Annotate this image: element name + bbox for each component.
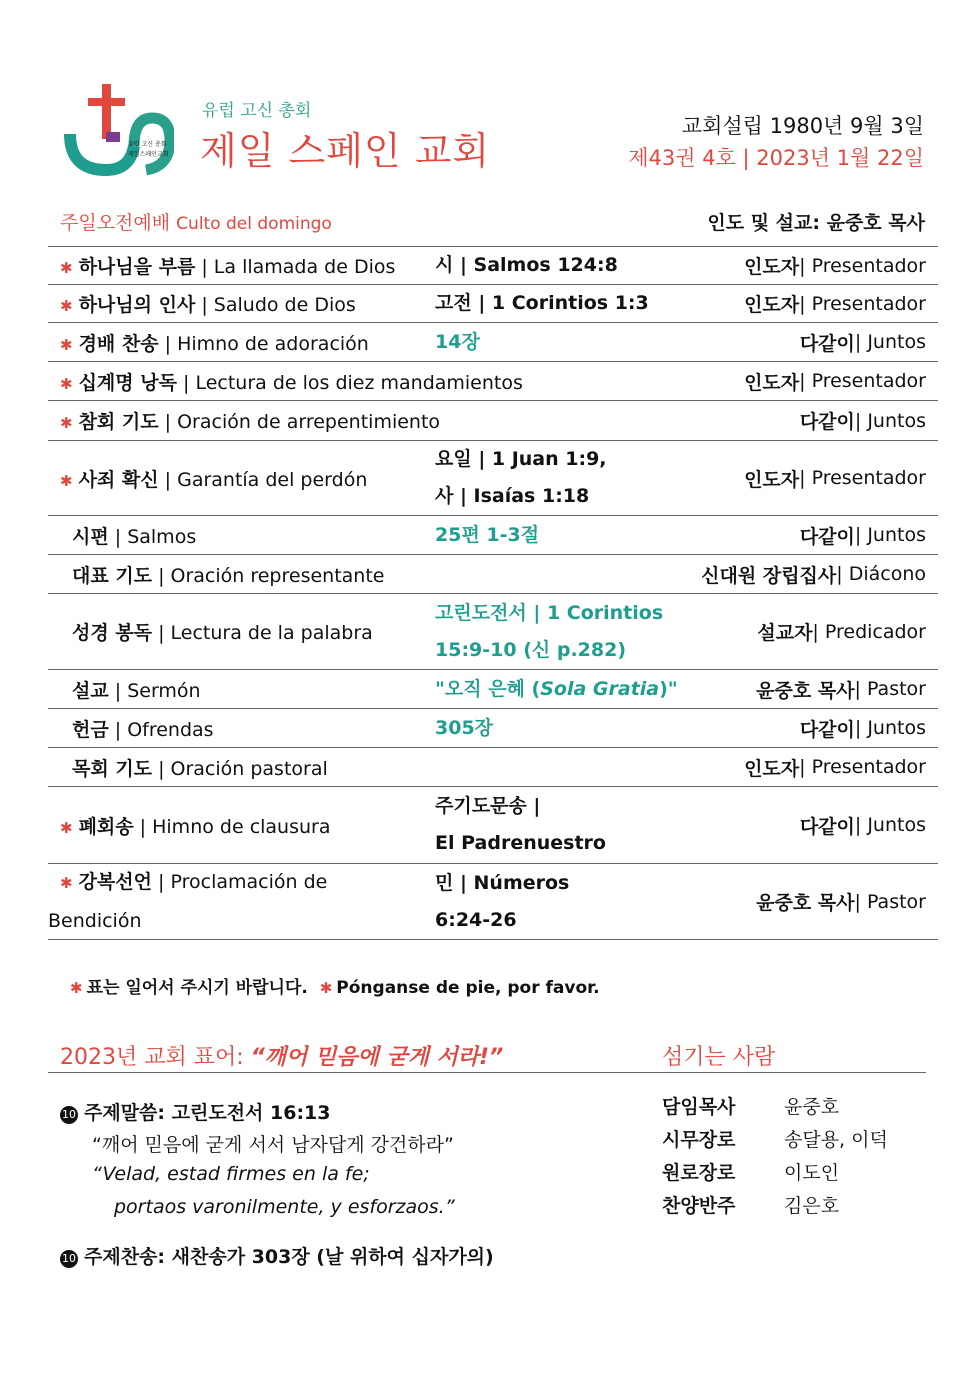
worship-row xyxy=(48,670,938,709)
item-kr: 시편 xyxy=(72,525,109,548)
sermon-title-latin: Sola Gratia xyxy=(540,677,660,700)
divider xyxy=(48,1072,926,1073)
item-es: | Garantía del perdón xyxy=(158,468,368,491)
service-title-kr: 주일오전예배 xyxy=(60,212,171,234)
star-icon: ✱ xyxy=(60,414,73,432)
performer xyxy=(800,787,926,863)
performer-kr: 인도자 xyxy=(744,468,800,491)
theme-verse-label xyxy=(60,1098,331,1125)
performer xyxy=(701,555,926,593)
scripture-ref xyxy=(435,670,678,708)
performer-kr: 윤중호 목사 xyxy=(756,892,855,914)
item-kr: 성경 봉독 xyxy=(72,622,153,644)
motto-label: 2023년 교회 표어: xyxy=(60,1045,251,1070)
performer-es: | Juntos xyxy=(854,331,926,353)
star-icon: ✱ xyxy=(70,979,83,997)
item-es: | Oración de arrepentimiento xyxy=(158,411,441,433)
performer xyxy=(744,362,926,400)
star-icon: ✱ xyxy=(60,297,73,315)
item-es: | Saludo de Dios xyxy=(195,294,356,316)
worship-item xyxy=(60,787,331,863)
worship-item xyxy=(60,709,214,747)
server-name: 송달용, 이덕 xyxy=(784,1129,888,1151)
performer-kr: 다같이 xyxy=(799,815,855,838)
scripture-ref xyxy=(435,285,649,322)
scripture-ref xyxy=(435,709,493,747)
item-kr: 목회 기도 xyxy=(72,757,153,780)
star-icon: ✱ xyxy=(60,471,73,490)
motto-title xyxy=(60,1040,503,1071)
note-kr: 표는 일어서 주시기 바랍니다. xyxy=(86,978,308,998)
scripture-ref xyxy=(435,441,607,515)
worship-row xyxy=(48,709,938,748)
ref-line-1: 요일 | 1 Juan 1:9, xyxy=(435,448,607,470)
item-kr: 하나님의 인사 xyxy=(78,294,196,316)
item-kr: 대표 기도 xyxy=(72,564,153,587)
server-name: 윤중호 xyxy=(784,1096,840,1118)
star-icon: ✱ xyxy=(60,374,73,393)
hymn-label: 주제찬송: 새찬송가 303장 (날 위하여 십자가의) xyxy=(84,1246,494,1268)
item-es: | Oración representante xyxy=(152,564,385,587)
worship-row xyxy=(48,441,938,516)
performer-es: | Juntos xyxy=(854,717,926,739)
item-kr: 참회 기도 xyxy=(78,411,159,433)
performer-es: | Pastor xyxy=(854,890,926,913)
ref-line-1: 25편 1-3절 xyxy=(435,523,540,546)
performer-es: | Juntos xyxy=(854,409,926,432)
performer xyxy=(756,864,926,939)
theme-label: 주제말씀: 고린도전서 16:13 xyxy=(84,1102,331,1124)
ref-line-2: 사 | Isaías 1:18 xyxy=(435,485,590,507)
verse-es-1: “Velad, estad firmes en la fe; xyxy=(92,1163,370,1185)
performer xyxy=(744,247,926,284)
logo-text-1: 유럽 고신 총회 xyxy=(128,141,167,148)
church-logo xyxy=(62,84,174,180)
worship-item xyxy=(48,864,328,939)
item-es: | Lectura de la palabra xyxy=(152,622,373,644)
item-kr: 헌금 xyxy=(72,718,109,741)
worship-item xyxy=(60,594,373,669)
star-icon: ✱ xyxy=(60,874,73,892)
worship-row xyxy=(48,285,938,323)
performer-es: | Predicador xyxy=(812,620,926,643)
worship-item xyxy=(60,362,523,400)
performer-es: | Presentador xyxy=(799,467,926,489)
item-es: | Himno de adoración xyxy=(158,332,369,355)
item-es: | Ofrendas xyxy=(108,718,214,741)
item-es: | Oración pastoral xyxy=(152,757,328,780)
worship-row xyxy=(48,594,938,670)
service-leader: 인도 및 설교: 윤중호 목사 xyxy=(707,212,925,234)
performer xyxy=(800,516,926,554)
server-row xyxy=(662,1191,888,1224)
item-kr: 설교 xyxy=(72,679,109,702)
item-kr: 하나님을 부름 xyxy=(78,256,196,278)
performer-kr: 다같이 xyxy=(799,411,855,433)
theme-hymn xyxy=(60,1242,494,1269)
scripture-ref xyxy=(435,864,569,939)
performer-es: | Juntos xyxy=(854,524,926,546)
verse-es-2: portaos varonilmente, y esforzaos.” xyxy=(114,1196,455,1218)
server-role: 담임목사 xyxy=(662,1096,736,1118)
server-row xyxy=(662,1158,888,1191)
performer xyxy=(800,709,926,747)
order-of-worship xyxy=(48,246,938,940)
worship-row xyxy=(48,401,938,441)
performer-kr: 인도자 xyxy=(744,294,800,316)
worship-row xyxy=(48,787,938,864)
worship-item xyxy=(60,516,196,554)
performer xyxy=(800,401,926,440)
motto-text: “깨어 믿음에 굳게 서라!” xyxy=(250,1045,504,1070)
service-title-es: Culto del domingo xyxy=(176,214,332,234)
servers-title: 섬기는 사람 xyxy=(662,1045,776,1070)
star-icon: ✱ xyxy=(60,335,73,354)
item-es: | Himno de clausura xyxy=(133,815,331,838)
performer xyxy=(744,748,926,786)
worship-item xyxy=(60,323,369,361)
item-kr: 강복선언 xyxy=(78,871,152,893)
worship-row xyxy=(48,323,938,362)
worship-item xyxy=(60,401,440,440)
worship-row xyxy=(48,516,938,555)
server-row xyxy=(662,1125,888,1158)
item-es: | Sermón xyxy=(108,679,201,702)
star-icon: ✱ xyxy=(319,979,333,997)
servers-list xyxy=(662,1092,888,1224)
performer-es: | Presentador xyxy=(799,292,926,315)
worship-item xyxy=(60,555,384,593)
performer xyxy=(744,285,926,322)
performer-es: | Presentador xyxy=(799,756,926,778)
verse-kr: “깨어 믿음에 굳게 서서 남자답게 강건하라” xyxy=(92,1134,454,1156)
scripture-ref xyxy=(435,787,606,863)
performer-kr: 신대원 장립집사 xyxy=(701,564,837,587)
bullet-icon: 10 xyxy=(60,1250,78,1268)
item-es: | Lectura de los diez mandamientos xyxy=(176,371,523,394)
server-role: 찬양반주 xyxy=(662,1195,736,1217)
star-icon: ✱ xyxy=(60,259,73,277)
church-name: 제일 스페인 교회 xyxy=(200,129,491,173)
ref-line-1: "오직 은혜 (Sola Gratia)" xyxy=(435,677,678,700)
server-name: 이도인 xyxy=(784,1162,840,1184)
server-role: 원로장로 xyxy=(662,1162,736,1184)
performer xyxy=(757,594,926,669)
ref-line-1: 14장 xyxy=(435,330,480,353)
ref-line-2: El Padrenuestro xyxy=(435,832,606,854)
ref-line-1: 민 | Números xyxy=(435,871,570,894)
issue-info: 제43권 4호 | 2023년 1월 22일 xyxy=(628,146,924,170)
founded-date: 교회설립 1980년 9월 3일 xyxy=(681,114,924,138)
performer-kr: 윤중호 목사 xyxy=(756,679,855,702)
worship-item xyxy=(60,748,328,786)
scripture-ref xyxy=(435,594,663,669)
ref-line-1: 고전 | 1 Corintios 1:3 xyxy=(435,292,649,314)
ref-line-1: 305장 xyxy=(435,716,494,739)
item-es-2: Bendición xyxy=(48,910,142,932)
performer-es: | Presentador xyxy=(799,254,926,277)
performer-es: | Diácono xyxy=(836,563,926,585)
worship-item xyxy=(60,670,201,708)
server-row xyxy=(662,1092,888,1125)
item-es: | Proclamación de xyxy=(152,871,328,893)
server-name: 김은호 xyxy=(784,1195,840,1217)
org-subtitle: 유럽 고신 총회 xyxy=(202,101,312,121)
performer xyxy=(756,670,926,708)
item-kr: 십계명 낭독 xyxy=(78,371,177,394)
ref-line-2: 6:24-26 xyxy=(435,908,517,931)
worship-item xyxy=(60,247,395,284)
logo-text-2: 제일스페인교회 xyxy=(128,151,169,158)
performer-es: | Juntos xyxy=(854,814,926,836)
item-es: | Salmos xyxy=(108,525,197,548)
star-icon: ✱ xyxy=(60,818,73,837)
standing-note xyxy=(70,973,600,998)
note-es: Pónganse de pie, por favor. xyxy=(336,978,600,998)
worship-item xyxy=(60,441,367,515)
worship-row xyxy=(48,247,938,285)
performer-kr: 인도자 xyxy=(744,757,800,780)
worship-row xyxy=(48,555,938,594)
performer-kr: 인도자 xyxy=(744,371,800,394)
ref-line-1: 고린도전서 | 1 Corintios xyxy=(435,601,664,624)
bullet-icon: 10 xyxy=(60,1106,78,1124)
performer-es: | Presentador xyxy=(799,370,926,392)
item-kr: 경배 찬송 xyxy=(78,332,159,355)
item-kr: 사죄 확신 xyxy=(78,468,159,491)
performer-kr: 설교자 xyxy=(757,622,813,644)
item-kr: 폐회송 xyxy=(78,815,134,838)
scripture-ref xyxy=(435,247,618,284)
ref-line-1: 시 | Salmos 124:8 xyxy=(435,254,618,276)
worship-row xyxy=(48,362,938,401)
ref-line-2: 15:9-10 (신 p.282) xyxy=(435,638,627,661)
performer xyxy=(800,323,926,361)
performer-kr: 다같이 xyxy=(799,718,855,741)
worship-row xyxy=(48,864,938,940)
worship-row xyxy=(48,748,938,787)
item-es: | La llamada de Dios xyxy=(195,256,396,278)
server-role: 시무장로 xyxy=(662,1129,736,1151)
performer-kr: 다같이 xyxy=(799,525,855,548)
scripture-ref xyxy=(435,323,480,361)
ref-line-1: 주기도문송 | xyxy=(435,795,541,817)
performer xyxy=(744,441,926,515)
performer-kr: 다같이 xyxy=(799,332,855,355)
performer-es: | Pastor xyxy=(854,678,926,700)
service-title xyxy=(60,208,332,235)
performer-kr: 인도자 xyxy=(744,256,800,278)
scripture-ref xyxy=(435,516,539,554)
worship-item xyxy=(60,285,356,322)
